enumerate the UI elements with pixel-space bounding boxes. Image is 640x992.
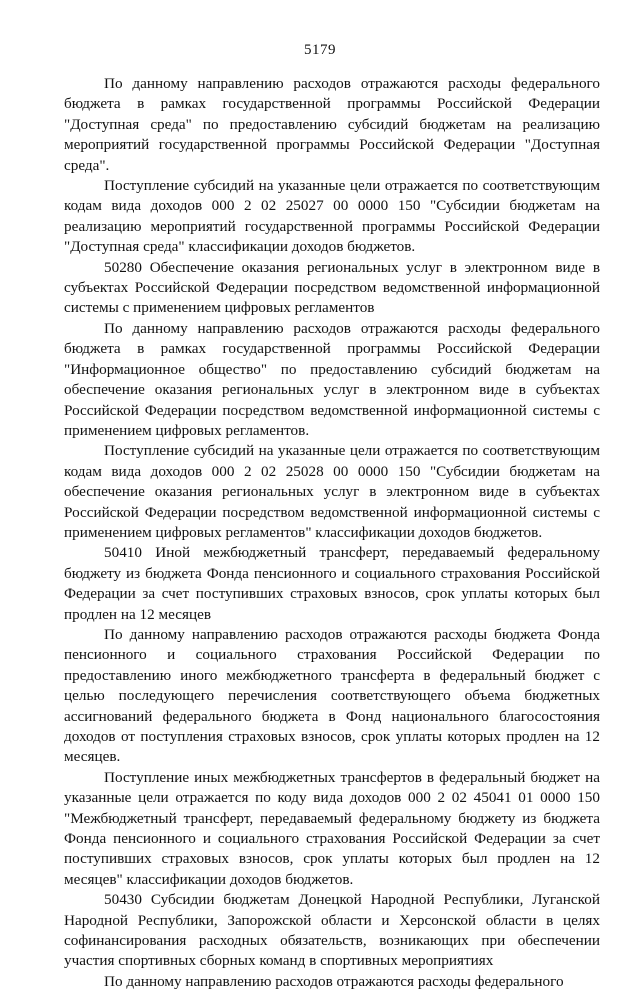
page-number: 5179	[304, 42, 336, 58]
paragraph: Поступление иных межбюджетных трансфертов в федеральный бюджет на указанные цели отражается по коду вида доходов 000 2 02 45041 01 0000 150 "Межбюджетный трансферт, передаваемый федеральному бюджету из бюджета Фонда пенсионного и социального страхования Российской Федерации за счет поступивших страховых взносов, срок уплаты которых был продлен на 12 месяцев" классификации доходов бюджетов.	[64, 768, 600, 888]
paragraph: По данному направлению расходов отражаются расходы федерального	[104, 972, 564, 990]
paragraph: Поступление субсидий на указанные цели отражается по соответствующим кодам вида доходов 000 2 02 25028 00 0000 150 "Субсидии бюджетам на обеспечение оказания региональных услуг в электронном виде в субъектах Российской Федерации посредством ведомственной информационной системы с применением цифровых регламентов" классификации доходов бюджетов.	[64, 442, 600, 541]
paragraph: По данному направлению расходов отражаются расходы федерального бюджета в рамках государственной программы Российской Федерации "Доступная среда" по предоставлению субсидий бюджетам на реализацию мероприятий государственной программы Российской Федерации "Доступная среда".	[64, 75, 600, 174]
paragraph: По данному направлению расходов отражаются расходы федерального бюджета в рамках государственной программы Российской Федерации "Информационное общество" по предоставлению субсидий бюджетам на обеспечение оказания региональных услуг в электронном виде в субъектах Российской Федерации посредством ведомственной информационной системы с применением цифровых регламентов.	[64, 319, 600, 439]
paragraph: По данному направлению расходов отражаются расходы бюджета Фонда пенсионного и социального страхования Российской Федерации по предоставлению иного межбюджетного трансферта в федеральный бюджет с целью последующего перечисления соответствующего объема бюджетных ассигнований федерального бюджета в Фонд национального благосостояния доходов от поступления страховых взносов, срок уплаты которых продлен на 12 месяцев.	[64, 625, 600, 766]
paragraph: 50280 Обеспечение оказания региональных услуг в электронном виде в субъектах Российской Федерации посредством ведомственной информационной системы с применением цифровых регламентов	[64, 258, 600, 317]
document-body	[64, 74, 600, 992]
paragraph: 50430 Субсидии бюджетам Донецкой Народной Республики, Луганской Народной Республики, Запорожской области и Херсонской области в целях софинансирования расходных обязательств, возникающих при обеспечении участия спортивных сборных команд в спортивных мероприятиях	[64, 891, 600, 970]
paragraph: Поступление субсидий на указанные цели отражается по соответствующим кодам вида доходов 000 2 02 25027 00 0000 150 "Субсидии бюджетам на реализацию мероприятий государственной программы Российской Федерации "Доступная среда" классификации доходов бюджетов.	[64, 177, 600, 256]
paragraph: 50410 Иной межбюджетный трансферт, передаваемый федеральному бюджету из бюджета Фонда пенсионного и социального страхования Российской Федерации за счет поступивших страховых взносов, срок уплаты которых был продлен на 12 месяцев	[64, 544, 600, 623]
